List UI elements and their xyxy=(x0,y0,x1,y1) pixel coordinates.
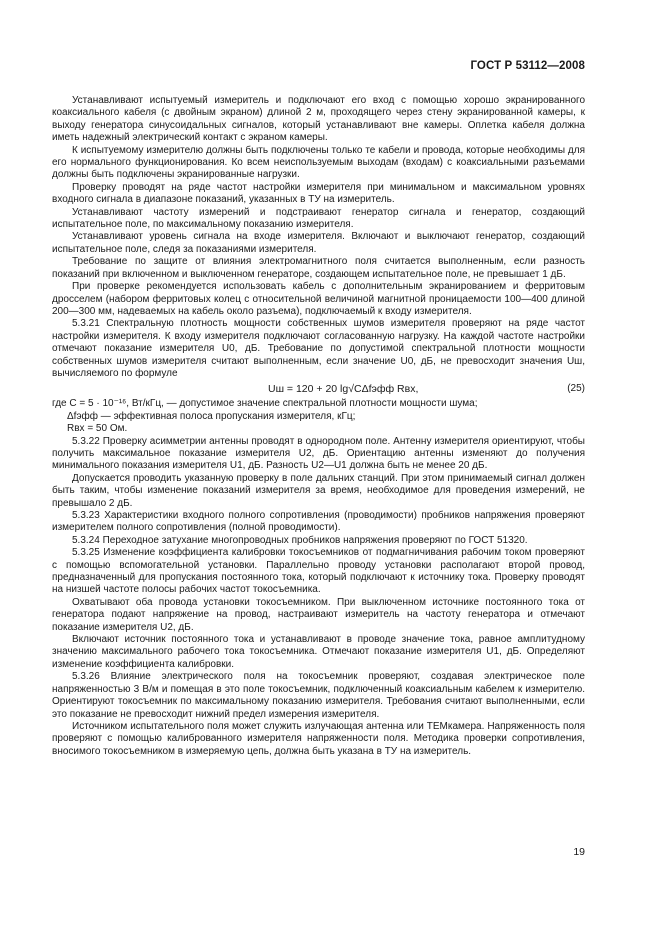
paragraph: Устанавливают уровень сигнала на входе измерителя. Включают и выключают генератор, создающий испытательное поле, следя за показаниями измерителя. xyxy=(52,231,585,255)
paragraph: Допускается проводить указанную проверку в поле дальних станций. При этом принимаемый сигнал должен быть таким, чтобы изменение показаний измерителя за время, необходимое для проведения измерений, не превышало 2 дБ. xyxy=(52,472,585,509)
paragraph: Устанавливают испытуемый измеритель и подключают его вход с помощью хорошо экранированного коаксиального кабеля (с двойным экраном) длиной 2 м, проходящего через стену экранированной камеры, к выходу генератора синусоидальных сигналов, который устанавливают вне камеры. Оплетка кабеля должна иметь надежный электрический контакт с экраном камеры. xyxy=(52,95,585,144)
formula-25 xyxy=(52,381,585,398)
document-header: ГОСТ Р 53112—2008 xyxy=(470,60,585,72)
paragraph: Требование по защите от влияния электромагнитного поля считается выполненным, если разность показаний при включенном и выключенном генераторе, создающем испытательное поле, не превышает 1 дБ. xyxy=(52,256,585,280)
paragraph: 5.3.23 Характеристики входного полного сопротивления (проводимости) пробников напряжения проверяют измерителем полного сопротивления (полной проводимости). xyxy=(52,510,585,534)
paragraph: Устанавливают частоту измерений и подстраивают генератор сигнала и генератор, создающий испытательное поле, по максимальному показанию измерителя. xyxy=(52,206,585,231)
paragraph: 5.3.22 Проверку асимметрии антенны проводят в однородном поле. Антенну измерителя ориентируют, чтобы получить максимальное показание измерителя U2, дБ. Ориентацию антенны изменяют до получения минимального показания измерителя U1, дБ. Разность U2—U1 должна быть не менее 20 дБ. xyxy=(52,435,585,472)
paragraph: Проверку проводят на ряде частот настройки измерителя при минимальном и максимальном уровнях входного сигнала в диапазоне показаний, указанных в ТУ на измеритель. xyxy=(52,181,585,206)
paragraph: К испытуемому измерителю должны быть подключены только те кабели и провода, которые необходимы для его нормального функционирования. Ко всем неиспользуемым выходам (входам) с коаксиальными разъемами должны быть подключены экранированные нагрузки. xyxy=(52,144,585,181)
paragraph: 5.3.26 Влияние электрического поля на токосъемник проверяют, создавая электрическое поле напряженностью 3 В/м и помещая в это поле токосъемник, подключенный коаксиальным кабелем к измерителю. Ориентируют токосъемник по максимальному показанию измерителя. Требования считают выполненными, если это показание не превосходит нижний предел измерения измерителя. xyxy=(52,671,585,720)
paragraph: Охватывают оба провода установки токосъемником. При выключенном источнике постоянного тока от генератора подают напряжение на провод, настраивают измеритель на частоту генератора и отмечают показание измерителя U2, дБ. xyxy=(52,596,585,633)
page-number: 19 xyxy=(573,846,585,858)
where-clause: Δfэфф — эффективная полоса пропускания измерителя, кГц; xyxy=(67,410,356,422)
paragraph: Включают источник постоянного тока и устанавливают в проводе значение тока, равное амплитудному значению максимального рабочего тока токосъемника. Отмечают показание измерителя U1, дБ. Определяют изменение коэффициента калибровки. xyxy=(52,634,585,670)
formula-expression: Uш = 120 + 20 lg√CΔfэфф Rвх, xyxy=(268,383,419,396)
page-body xyxy=(52,95,585,758)
where-clause: Rвх = 50 Ом. xyxy=(67,423,128,435)
formula-number: (25) xyxy=(567,383,585,395)
paragraph: 5.3.25 Изменение коэффициента калибровки токосъемников от подмагничивания рабочим током проверяют с помощью вспомогательной установки. Параллельно проводу установки располагают второй провод, предназначенный для пропускания постоянного тока, который подключают к источнику тока. Проверку проводят на низшей частоте полосы рабочих частот токосъемника. xyxy=(52,547,585,596)
paragraph: 5.3.24 Переходное затухание многопроводных пробников напряжения проверяют по ГОСТ 51320. xyxy=(72,534,528,546)
where-clause: где C = 5 · 10⁻¹⁶, Вт/кГц, — допустимое значение спектральной плотности мощности шума; xyxy=(52,398,478,410)
paragraph: При проверке рекомендуется использовать кабель с дополнительным экранированием и ферритовым дросселем (набором ферритовых колец с относительной величиной магнитной проницаемости 100—400 длиной 200—300 мм, надеваемых на кабель около разъема), подключаемый к входу измерителя. xyxy=(52,281,585,317)
paragraph: Источником испытательного поля может служить излучающая антенна или ТЕМкамера. Напряженность поля проверяют с помощью калиброванного измерителя напряженности поля. Методика проверки сопротивления, вносимого токосъемником в измеряемую цепь, должна быть указана в ТУ на измеритель. xyxy=(52,720,585,757)
paragraph: 5.3.21 Спектральную плотность мощности собственных шумов измерителя проверяют на ряде частот настройки измерителя. К входу измерителя подключают согласованную нагрузку. На каждой частоте настройки отмечают показание измерителя U0, дБ. Требование по допустимой спектральной плотности мощности собственных шумов измерителя считают выполненным, если значение U0, дБ, не превосходит значения Uш, вычисляемого по формуле xyxy=(52,318,585,379)
